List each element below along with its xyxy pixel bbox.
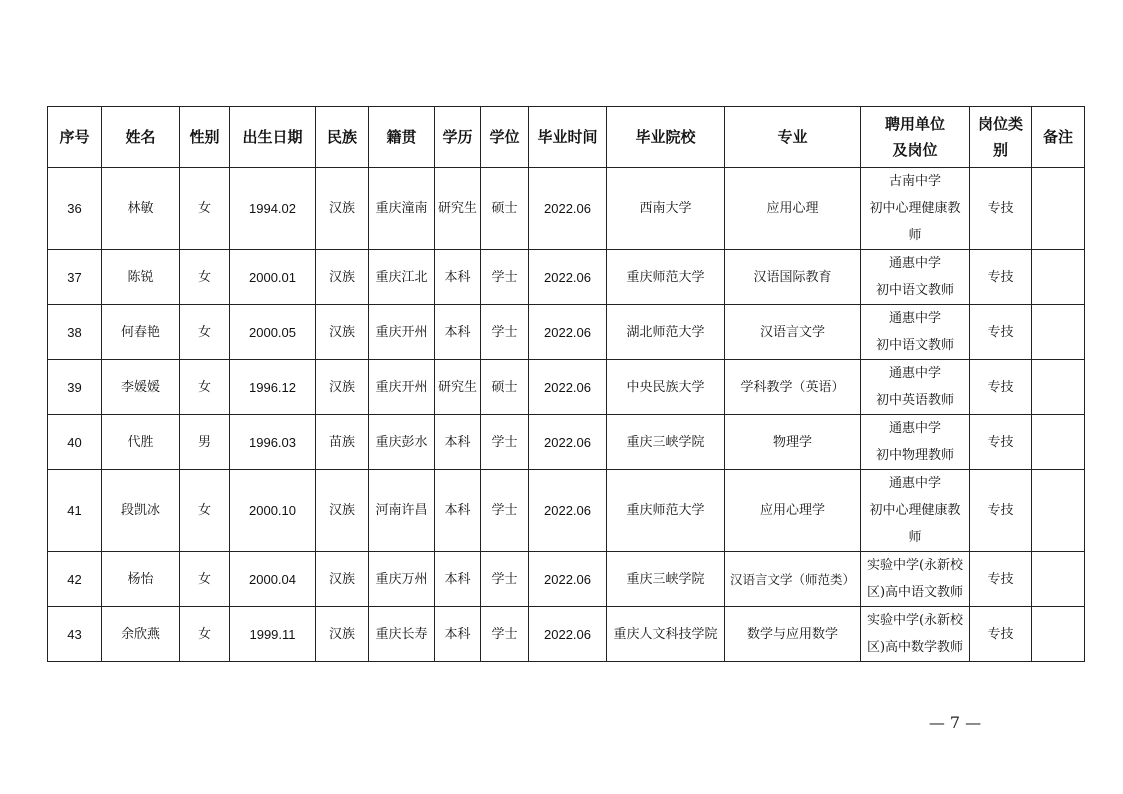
cell-remark: [1032, 250, 1085, 305]
table-row: [48, 470, 1085, 552]
cell-major: 学科教学（英语）: [725, 360, 861, 415]
header-education: 学历: [435, 107, 481, 168]
cell-degree: 硕士: [481, 360, 529, 415]
cell-degree: 学士: [481, 305, 529, 360]
cell-origin: 重庆彭水: [369, 415, 435, 470]
cell-degree: 学士: [481, 552, 529, 607]
cell-birth: 1996.12: [230, 360, 316, 415]
page-number: — 7 —: [928, 713, 982, 732]
cell-ethnicity: 汉族: [316, 168, 369, 250]
cell-degree: 学士: [481, 415, 529, 470]
cell-school: 重庆人文科技学院: [607, 607, 725, 662]
cell-seq: 41: [48, 470, 102, 552]
cell-position-line1: 实验中学(永新校: [866, 558, 964, 573]
cell-position-line1: 通惠中学: [888, 421, 941, 436]
cell-education: 本科: [435, 552, 481, 607]
header-position-line2: 及岗位: [892, 141, 938, 159]
cell-gender: 女: [180, 552, 230, 607]
header-gender: 性别: [180, 107, 230, 168]
cell-grad-time: 2022.06: [529, 415, 607, 470]
cell-ethnicity: 汉族: [316, 360, 369, 415]
header-degree: 学位: [481, 107, 529, 168]
cell-gender: 女: [180, 360, 230, 415]
table-row: [48, 415, 1085, 470]
cell-grad-time: 2022.06: [529, 250, 607, 305]
cell-seq: 43: [48, 607, 102, 662]
cell-position: [861, 415, 970, 470]
cell-school: 中央民族大学: [607, 360, 725, 415]
cell-ethnicity: 汉族: [316, 250, 369, 305]
cell-gender: 男: [180, 415, 230, 470]
cell-major: 汉语言文学（师范类）: [725, 552, 861, 607]
cell-major: 应用心理: [725, 168, 861, 250]
cell-position-line1: 通惠中学: [888, 311, 941, 326]
cell-degree: 学士: [481, 607, 529, 662]
cell-grad-time: 2022.06: [529, 607, 607, 662]
cell-remark: [1032, 470, 1085, 552]
cell-ethnicity: 汉族: [316, 305, 369, 360]
recruitment-table-container: [47, 106, 1084, 662]
cell-education: 本科: [435, 250, 481, 305]
cell-position-line3: 师: [908, 228, 922, 243]
cell-gender: 女: [180, 250, 230, 305]
cell-origin: 重庆万州: [369, 552, 435, 607]
header-major: 专业: [725, 107, 861, 168]
cell-origin: 重庆江北: [369, 250, 435, 305]
cell-origin: 重庆开州: [369, 305, 435, 360]
cell-position-line1: 通惠中学: [888, 476, 941, 491]
cell-name: 段凯冰: [102, 470, 180, 552]
cell-major: 数学与应用数学: [725, 607, 861, 662]
cell-major: 物理学: [725, 415, 861, 470]
cell-birth: 2000.01: [230, 250, 316, 305]
header-grad-time: 毕业时间: [529, 107, 607, 168]
cell-position: [861, 360, 970, 415]
header-name: 姓名: [102, 107, 180, 168]
header-category-line1: 岗位类: [977, 115, 1023, 133]
cell-major: 汉语国际教育: [725, 250, 861, 305]
cell-birth: 2000.05: [230, 305, 316, 360]
header-seq: 序号: [48, 107, 102, 168]
cell-origin: 重庆潼南: [369, 168, 435, 250]
cell-name: 何春艳: [102, 305, 180, 360]
cell-education: 本科: [435, 470, 481, 552]
cell-position-line2: 初中英语教师: [875, 393, 954, 408]
cell-degree: 学士: [481, 470, 529, 552]
cell-seq: 39: [48, 360, 102, 415]
table-row: [48, 305, 1085, 360]
cell-ethnicity: 汉族: [316, 607, 369, 662]
cell-category: 专技: [970, 470, 1032, 552]
cell-education: 本科: [435, 415, 481, 470]
cell-school: 西南大学: [607, 168, 725, 250]
cell-position-line1: 古南中学: [888, 174, 941, 189]
cell-degree: 学士: [481, 250, 529, 305]
cell-position-line2: 区)高中数学教师: [866, 640, 964, 655]
cell-category: 专技: [970, 552, 1032, 607]
cell-origin: 重庆开州: [369, 360, 435, 415]
cell-degree: 硕士: [481, 168, 529, 250]
cell-name: 代胜: [102, 415, 180, 470]
cell-position-line2: 初中心理健康教: [869, 201, 961, 216]
cell-birth: 2000.10: [230, 470, 316, 552]
cell-grad-time: 2022.06: [529, 552, 607, 607]
cell-birth: 1999.11: [230, 607, 316, 662]
cell-position-line2: 初中语文教师: [875, 338, 954, 353]
cell-category: 专技: [970, 250, 1032, 305]
cell-remark: [1032, 552, 1085, 607]
cell-position-line2: 初中心理健康教: [869, 503, 961, 518]
cell-grad-time: 2022.06: [529, 360, 607, 415]
cell-position-line1: 实验中学(永新校: [866, 613, 964, 628]
header-origin: 籍贯: [369, 107, 435, 168]
cell-school: 湖北师范大学: [607, 305, 725, 360]
cell-category: 专技: [970, 607, 1032, 662]
cell-education: 本科: [435, 607, 481, 662]
cell-school: 重庆师范大学: [607, 470, 725, 552]
cell-gender: 女: [180, 168, 230, 250]
table-row: [48, 552, 1085, 607]
cell-education: 研究生: [435, 168, 481, 250]
cell-education: 研究生: [435, 360, 481, 415]
cell-gender: 女: [180, 305, 230, 360]
cell-remark: [1032, 360, 1085, 415]
cell-ethnicity: 汉族: [316, 470, 369, 552]
table-row: [48, 168, 1085, 250]
cell-position-line1: 通惠中学: [888, 366, 941, 381]
recruitment-table: [47, 106, 1085, 662]
cell-birth: 1996.03: [230, 415, 316, 470]
header-position: [861, 107, 970, 168]
cell-name: 李媛媛: [102, 360, 180, 415]
cell-name: 陈锐: [102, 250, 180, 305]
cell-origin: 河南许昌: [369, 470, 435, 552]
cell-category: 专技: [970, 168, 1032, 250]
cell-origin: 重庆长寿: [369, 607, 435, 662]
cell-gender: 女: [180, 607, 230, 662]
cell-remark: [1032, 168, 1085, 250]
cell-name: 余欣燕: [102, 607, 180, 662]
header-birth: 出生日期: [230, 107, 316, 168]
header-position-line1: 聘用单位: [884, 115, 945, 133]
cell-seq: 37: [48, 250, 102, 305]
cell-name: 杨怡: [102, 552, 180, 607]
cell-ethnicity: 苗族: [316, 415, 369, 470]
cell-ethnicity: 汉族: [316, 552, 369, 607]
header-ethnicity: 民族: [316, 107, 369, 168]
cell-school: 重庆三峡学院: [607, 552, 725, 607]
cell-birth: 1994.02: [230, 168, 316, 250]
table-row: [48, 607, 1085, 662]
header-category: [970, 107, 1032, 168]
cell-category: 专技: [970, 305, 1032, 360]
cell-position-line2: 初中物理教师: [875, 448, 954, 463]
cell-seq: 36: [48, 168, 102, 250]
cell-position-line3: 师: [908, 530, 922, 545]
cell-education: 本科: [435, 305, 481, 360]
cell-major: 应用心理学: [725, 470, 861, 552]
cell-gender: 女: [180, 470, 230, 552]
cell-position: [861, 470, 970, 552]
cell-grad-time: 2022.06: [529, 168, 607, 250]
cell-remark: [1032, 415, 1085, 470]
cell-category: 专技: [970, 415, 1032, 470]
cell-position: [861, 305, 970, 360]
cell-position: [861, 168, 970, 250]
cell-remark: [1032, 607, 1085, 662]
cell-school: 重庆师范大学: [607, 250, 725, 305]
cell-position: [861, 607, 970, 662]
cell-position-line1: 通惠中学: [888, 256, 941, 271]
cell-remark: [1032, 305, 1085, 360]
cell-major: 汉语言文学: [725, 305, 861, 360]
header-category-line2: 别: [992, 141, 1008, 159]
cell-seq: 38: [48, 305, 102, 360]
header-remark: 备注: [1032, 107, 1085, 168]
cell-position: [861, 552, 970, 607]
cell-position-line2: 初中语文教师: [875, 283, 954, 298]
cell-category: 专技: [970, 360, 1032, 415]
cell-name: 林敏: [102, 168, 180, 250]
cell-position-line2: 区)高中语文教师: [866, 585, 964, 600]
header-school: 毕业院校: [607, 107, 725, 168]
cell-seq: 40: [48, 415, 102, 470]
cell-birth: 2000.04: [230, 552, 316, 607]
cell-grad-time: 2022.06: [529, 305, 607, 360]
cell-seq: 42: [48, 552, 102, 607]
cell-school: 重庆三峡学院: [607, 415, 725, 470]
table-header-row: [48, 107, 1085, 168]
table-row: [48, 360, 1085, 415]
table-row: [48, 250, 1085, 305]
cell-position: [861, 250, 970, 305]
cell-grad-time: 2022.06: [529, 470, 607, 552]
